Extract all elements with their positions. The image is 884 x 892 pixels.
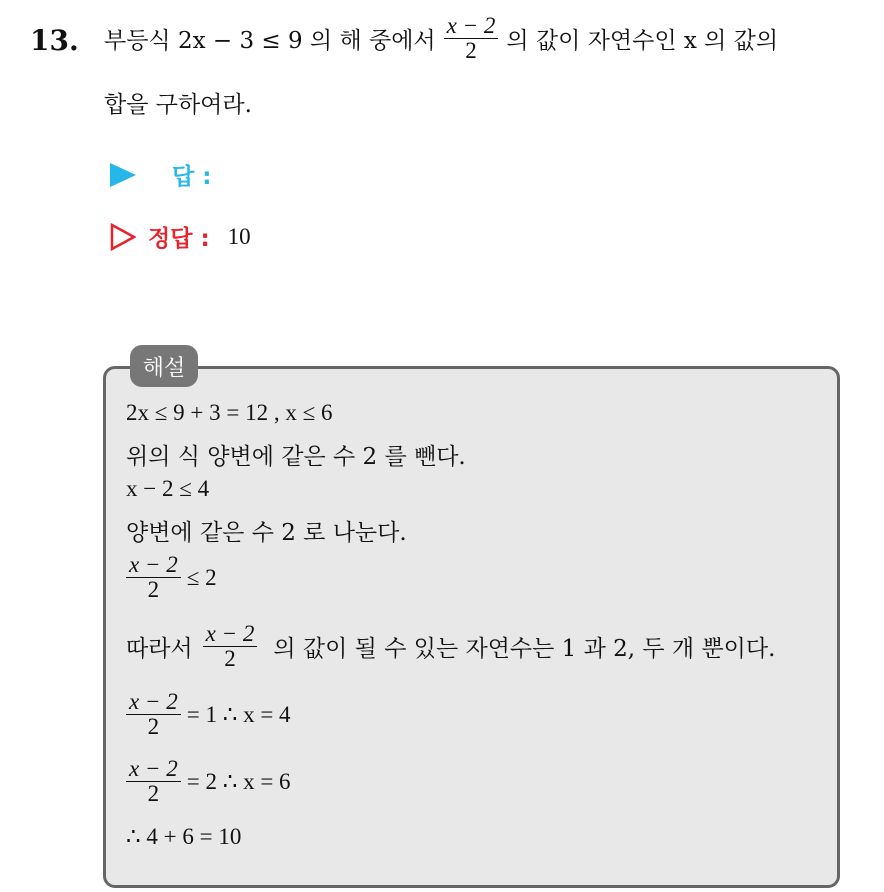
solution-line-5-rest: ≤ 2 [186, 564, 217, 590]
fraction-numerator: x − 2 [126, 690, 181, 715]
solution-line-9: ∴ 4 + 6 = 10 [126, 824, 242, 849]
correct-answer-label: 정답 : [148, 226, 210, 252]
solution-line-7 [126, 690, 291, 739]
question-line-2: 합을 구하여라. [104, 92, 252, 118]
outline-triangle-icon [110, 223, 136, 251]
question-fraction [444, 14, 499, 63]
solution-fraction-8 [126, 757, 181, 806]
question-line-1 [104, 14, 778, 63]
fraction-numerator: x − 2 [444, 14, 499, 39]
solution-line-6 [126, 622, 775, 671]
fraction-denominator: 2 [147, 781, 160, 807]
solution-line-8 [126, 757, 291, 806]
fraction-denominator: 2 [465, 38, 477, 64]
correct-answer-row [110, 220, 251, 253]
correct-answer-value: 10 [227, 223, 251, 249]
solution-line-8-rest: = 2 ∴ x = 6 [186, 768, 291, 794]
answer-row [110, 158, 211, 191]
fraction-denominator: 2 [147, 577, 160, 603]
solution-fraction-5 [126, 553, 181, 602]
fraction-denominator: 2 [224, 646, 236, 672]
fraction-numerator: x − 2 [203, 622, 258, 647]
solution-line-6-suffix: 의 값이 될 수 있는 자연수는 1 과 2, 두 개 뿐이다. [273, 636, 776, 663]
fraction-numerator: x − 2 [126, 553, 181, 578]
solution-tab: 해설 [130, 345, 198, 387]
solution-line-7-rest: = 1 ∴ x = 4 [186, 701, 291, 727]
question-number: 13. [30, 24, 79, 57]
solution-line-3: x − 2 ≤ 4 [126, 476, 210, 501]
solution-fraction-7 [126, 690, 181, 739]
fraction-denominator: 2 [147, 714, 160, 740]
answer-label: 답 : [172, 164, 212, 190]
solution-line-1: 2x ≤ 9 + 3 = 12 , x ≤ 6 [126, 400, 333, 425]
play-triangle-icon [110, 163, 136, 187]
fraction-numerator: x − 2 [126, 757, 181, 782]
solution-line-2: 위의 식 양변에 같은 수 2 를 뺀다. [126, 444, 466, 470]
solution-line-4: 양변에 같은 수 2 로 나눈다. [126, 520, 407, 546]
question-suffix: 의 값이 자연수인 x 의 값의 [506, 28, 779, 55]
solution-line-6-prefix: 따라서 [126, 636, 193, 663]
solution-fraction-6 [203, 622, 258, 671]
solution-line-5 [126, 553, 217, 602]
question-prefix: 부등식 2x − 3 ≤ 9 의 해 중에서 [104, 28, 436, 55]
